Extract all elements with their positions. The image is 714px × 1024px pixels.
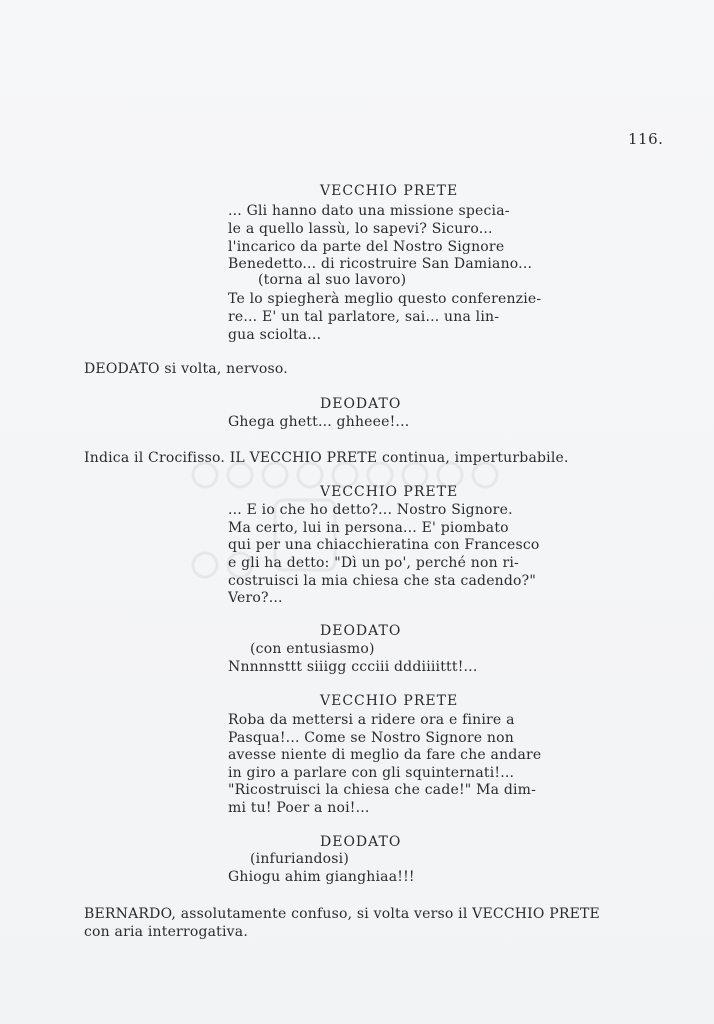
dialogue-line: Ma certo, lui in persona... E' piombato — [228, 520, 509, 536]
speaker-name: DEODATO — [320, 623, 402, 639]
parenthetical: (con entusiasmo) — [250, 641, 375, 657]
dialogue-line: gua sciolta... — [228, 327, 322, 343]
dialogue-line: le a quello lassù, lo sapevi? Sicuro... — [228, 221, 493, 237]
dialogue-line: in giro a parlare con gli squinternati!... — [228, 765, 515, 781]
parenthetical: (infuriandosi) — [250, 851, 350, 867]
dialogue-line: Ghiogu ahim gianghiaa!!! — [228, 869, 415, 885]
dialogue-line: Benedetto... di ricostruire San Damiano... — [228, 256, 533, 272]
parenthetical: (torna al suo lavoro) — [258, 272, 407, 288]
dialogue-line: mi tu! Poer a noi!... — [228, 800, 370, 816]
speaker-name: VECCHIO PRETE — [320, 693, 459, 709]
dialogue-line: ... Gli hanno dato una missione specia- — [228, 203, 510, 219]
speaker-name: VECCHIO PRETE — [320, 484, 459, 500]
dialogue-line: l'incarico da parte del Nostro Signore — [228, 239, 505, 255]
stage-direction: con aria interrogativa. — [84, 924, 248, 940]
dialogue-line: avesse niente di meglio da fare che andare — [228, 747, 542, 763]
speaker-name: VECCHIO PRETE — [320, 183, 459, 199]
dialogue-line: costruisci la mia chiesa che sta cadendo?" — [228, 573, 537, 589]
speaker-name: DEODATO — [320, 834, 402, 850]
speaker-name: DEODATO — [320, 396, 402, 412]
dialogue-line: Vero?... — [228, 590, 283, 606]
stage-direction: DEODATO si volta, nervoso. — [84, 361, 288, 377]
dialogue-line: e gli ha detto: "Dì un po', perché non ri- — [228, 555, 519, 571]
dialogue-line: Pasqua!... Come se Nostro Signore non — [228, 730, 514, 746]
stage-direction: Indica il Crocifisso. IL VECCHIO PRETE continua, imperturbabile. — [84, 450, 569, 466]
dialogue-line: Nnnnnsttt siiigg ccciii dddiiiittt!... — [228, 659, 478, 675]
dialogue-line: "Ricostruisci la chiesa che cade!" Ma dim- — [228, 782, 537, 798]
dialogue-line: Ghega ghett... ghheee!... — [228, 414, 410, 430]
dialogue-line: Roba da mettersi a ridere ora e finire a — [228, 712, 515, 728]
dialogue-line: ... E io che ho detto?... Nostro Signore. — [228, 502, 513, 518]
dialogue-line: re... E' un tal parlatore, sai... una lin- — [228, 309, 500, 325]
dialogue-line: Te lo spiegherà meglio questo conferenzie- — [228, 291, 542, 307]
stage-direction: BERNARDO, assolutamente confuso, si volta verso il VECCHIO PRETE — [84, 906, 600, 922]
page-number: 116. — [628, 130, 664, 148]
dialogue-line: qui per una chiacchieratina con Francesco — [228, 537, 540, 553]
